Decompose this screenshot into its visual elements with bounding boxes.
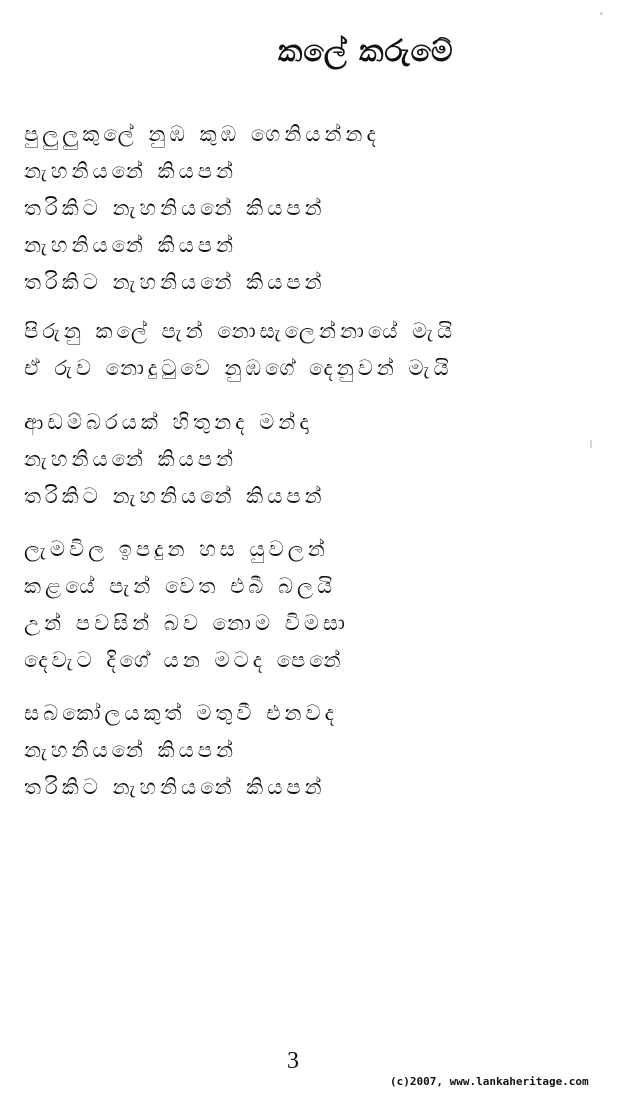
scan-speck (600, 12, 603, 15)
verse-4 (24, 531, 349, 679)
lyric-line: සබකෝලයකුත් මතුවී එනවද (24, 701, 338, 725)
lyric-line: තරිකිට නැහනියනේ කියපන් (24, 484, 326, 508)
lyric-line: නැහනියනේ කියපන් (24, 233, 238, 257)
lyric-line: තරිකිට නැහනියනේ කියපන් (24, 196, 326, 220)
verse-5 (24, 695, 338, 806)
lyric-line: කළයේ පැන් වෙත එබී බලයි (24, 574, 337, 598)
lyric-line: ඒ රුව නොදුටුවෙ නුඹගේ දෙනුවන් මැයි (24, 356, 453, 380)
lyric-line: දෙවැට දිගේ යන මටද පෙනේ (24, 648, 345, 672)
verse-3 (24, 404, 326, 515)
lyric-line: පුලුලුකුලේ නුඹ කුඹ ගෙනියන්නද (24, 122, 380, 146)
verse-1 (24, 116, 380, 301)
lyric-line: තරිකිට නැහනියනේ කියපන් (24, 775, 326, 799)
lyric-line: නැහනියනේ කියපන් (24, 447, 238, 471)
scan-speck (590, 440, 592, 448)
song-title: කලේ කරුමේ (278, 34, 454, 69)
lyric-line: නැහනියනේ කියපන් (24, 738, 238, 762)
lyric-line: ආඩම්බරයක් හිතුනද මන්දා (24, 410, 313, 434)
lyric-line: නැහනියනේ කියපන් (24, 159, 238, 183)
lyric-line: පිරුනු කලේ පැන් නොසැලෙන්නායේ මැයි (24, 319, 457, 343)
lyric-line: තරිකිට නැහනියනේ කියපන් (24, 270, 326, 294)
verse-2 (24, 313, 456, 387)
lyric-line: උන් පවසින් බව නොම විමසා (24, 611, 349, 635)
copyright-notice: (c)2007, www.lankaheritage.com (390, 1075, 589, 1088)
lyric-line: ලැමවිල ඉපදුන හස යුවලන් (24, 537, 329, 561)
page-number: 3 (287, 1048, 299, 1074)
